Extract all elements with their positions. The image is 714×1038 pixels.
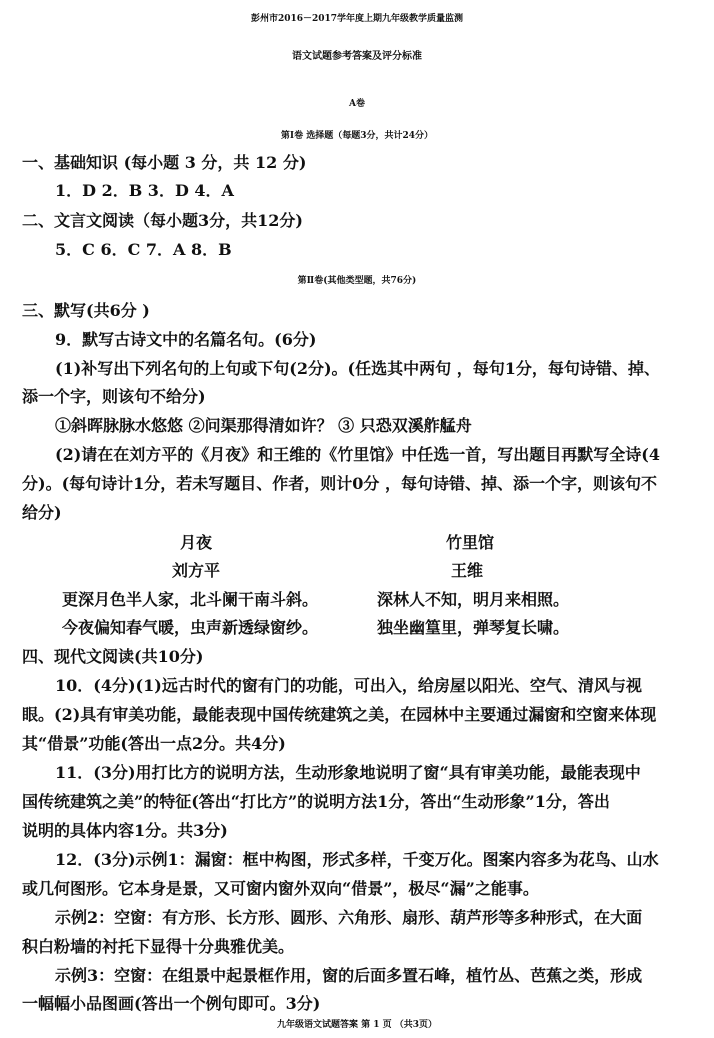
section1-answers: 1．D 2．B 3．D 4．A <box>55 181 234 200</box>
q9-2-text: (2)请在在刘方平的《月夜》和王维的《竹里馆》中任选一首，写出题目再默写全诗(4 <box>55 445 660 464</box>
page-footer: 九年级语文试题答案 第 1 页 （共3页） <box>276 1020 438 1030</box>
poem1-line1: 更深月色半人家，北斗阑干南斗斜。 <box>62 590 319 609</box>
poem2-author: 王维 <box>451 561 484 580</box>
part1-title: 第Ⅰ卷 选择题（每题3分，共计24分） <box>280 131 434 141</box>
section3-heading: 三、默写(共6分 ) <box>22 301 150 320</box>
q10-text: 10．(4分)(1)远古时代的窗有门的功能，可出入，给房屋以阳光、空气、清风与视 <box>55 676 642 695</box>
section1-heading: 一、基础知识 (每小题 3 分，共 12 分) <box>22 153 307 172</box>
section4-heading: 四、现代文阅读(共10分) <box>22 647 204 666</box>
q12-example3: 示例3：空窗：在组景中起景框作用，窗的后面多置石峰，植竹丛、芭蕉之类，形成 <box>55 966 643 985</box>
q10-text-cont: 眼。(2)具有审美功能，最能表现中国传统建筑之美，在园林中主要通过漏窗和空窗来体现 <box>22 705 657 724</box>
q11-text-cont2: 说明的具体内容1分。共3分) <box>22 821 228 840</box>
q9-1-text: (1)补写出下列名句的上句或下句(2分)。(任选其中两句 ，每句1分，每句诗错、掉、 <box>55 359 660 378</box>
poem1-author: 刘方平 <box>172 561 221 580</box>
q9-2-text-cont2: 给分) <box>22 503 62 522</box>
q11-text: 11．(3分)用打比方的说明方法，生动形象地说明了窗“具有审美功能，最能表现中 <box>55 763 641 782</box>
poem2-line2: 独坐幽篁里，弹琴复长啸。 <box>377 618 570 637</box>
q12-text-cont: 或几何图形。它本身是景，又可窗内窗外双向“借景”，极尽“漏”之能事。 <box>22 879 539 898</box>
part2-title: 第Ⅱ卷(其他类型题，共76分) <box>297 276 417 286</box>
document-subtitle: 语文试题参考答案及评分标准 <box>292 51 422 62</box>
q11-text-cont: 国传统建筑之美”的特征(答出“打比方”的说明方法1分，答出“生动形象”1分，答出 <box>22 792 610 811</box>
section2-heading: 二、文言文阅读（每小题3分，共12分) <box>22 211 303 230</box>
q10-text-cont2: 其“借景”功能(答出一点2分。共4分) <box>22 734 286 753</box>
q12-example2-cont: 积白粉墙的衬托下显得十分典雅优美。 <box>22 937 295 956</box>
q9-1-text-cont: 添一个字，则该句不给分) <box>22 387 206 406</box>
q9-prompt: 9．默写古诗文中的名篇名句。(6分) <box>55 330 317 349</box>
poem2-line1: 深林人不知，明月来相照。 <box>377 590 570 609</box>
section2-answers: 5．C 6．C 7．A 8．B <box>55 240 232 259</box>
q9-1-answers: ①斜晖脉脉水悠悠 ②问渠那得清如许？ ③ 只恐双溪舴艋舟 <box>55 416 472 435</box>
volume-label: A卷 <box>349 99 365 109</box>
q12-example3-cont: 一幅幅小品图画(答出一个例句即可。3分) <box>22 994 321 1013</box>
q12-example2: 示例2：空窗：有方形、长方形、圆形、六角形、扇形、葫芦形等多种形式，在大面 <box>55 908 643 927</box>
poem2-title: 竹里馆 <box>446 533 495 552</box>
q9-2-text-cont: 分)。(每句诗计1分，若未写题目、作者，则计0分 ，每句诗错、掉、添一个字，则该句不 <box>22 474 657 493</box>
q12-text: 12．(3分)示例1：漏窗：框中构图，形式多样，千变万化。图案内容多为花鸟、山水 <box>55 850 659 869</box>
poem1-line2: 今夜偏知春气暖，虫声新透绿窗纱。 <box>62 618 319 637</box>
document-title: 彭州市2016－2017学年度上期九年级教学质量监测 <box>250 14 464 24</box>
poem1-title: 月夜 <box>180 533 213 552</box>
